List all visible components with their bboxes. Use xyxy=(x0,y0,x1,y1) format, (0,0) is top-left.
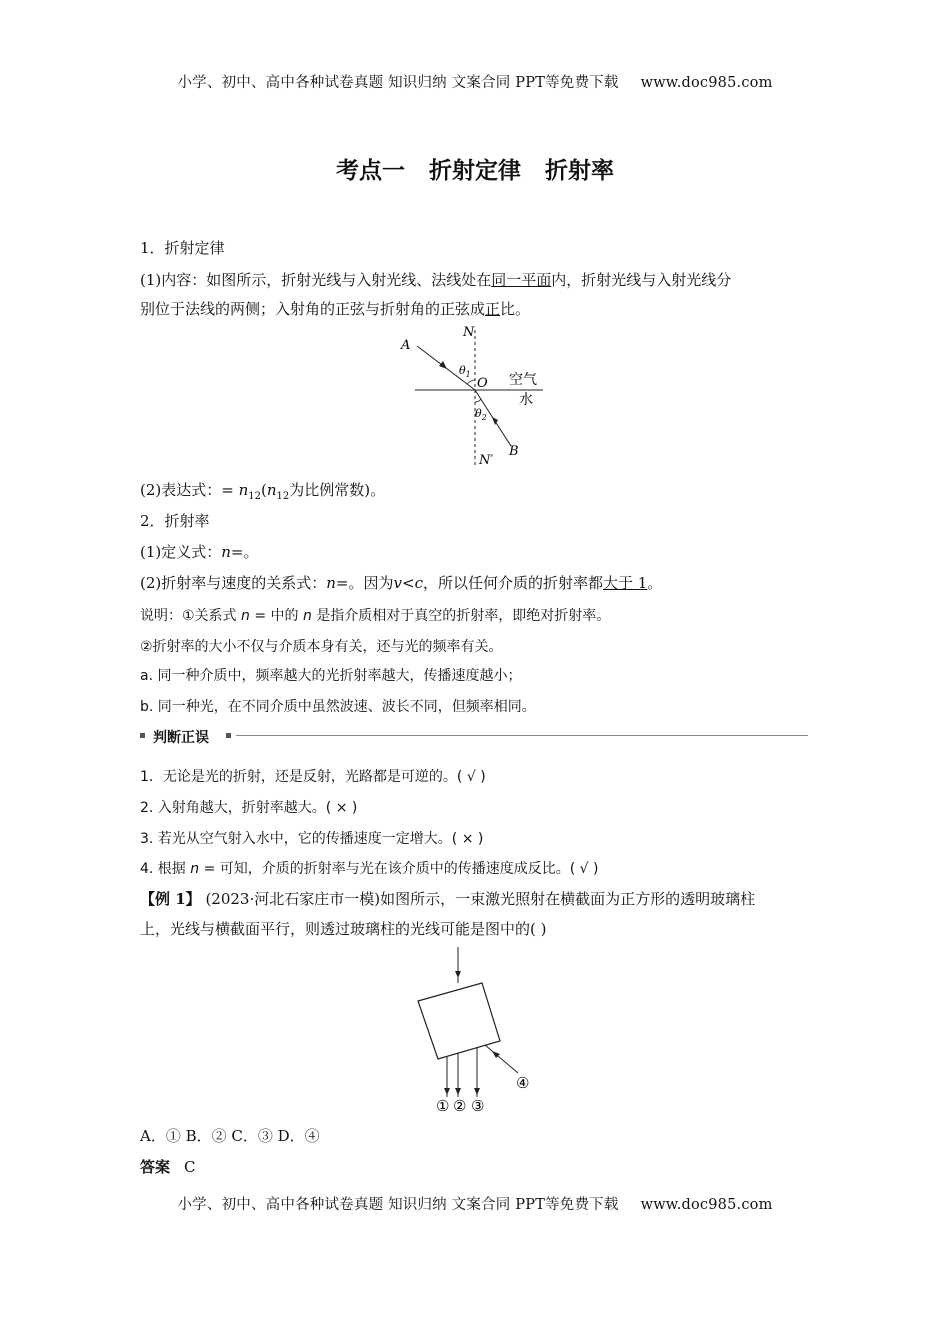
law-content-text: (1)内容：如图所示，折射光线与入射光线、法线处在 xyxy=(140,271,492,289)
title-part-3: 折射率 xyxy=(545,157,614,184)
expr-n-2: n xyxy=(266,481,277,499)
law-content-text-4: 比。 xyxy=(500,300,531,318)
page-footer xyxy=(0,1193,950,1214)
section-divider xyxy=(236,735,808,736)
note-line-2: ②折射率的大小不仅与介质本身有关，还与光的频率有关。 xyxy=(140,639,503,655)
rel-lt: < xyxy=(401,574,415,592)
title-part-1: 考点一 xyxy=(336,157,405,184)
law-heading: 1．折射定律 xyxy=(140,239,225,257)
ray-3-arrow xyxy=(474,1088,480,1095)
expr-paren: ( xyxy=(261,481,267,499)
def-label: (1)定义式： xyxy=(140,543,222,561)
index-definition xyxy=(140,541,259,562)
law-content-line-1 xyxy=(140,269,731,290)
label-circle-3: ③ xyxy=(471,1097,485,1115)
incoming-ray-arrow xyxy=(455,971,461,978)
header-url[interactable]: www.doc985.com xyxy=(640,75,773,91)
theta1-arc xyxy=(467,380,475,384)
law-content-line-2 xyxy=(140,298,530,319)
note-1-n: n xyxy=(241,608,250,624)
judge-item-3: 3. 若光从空气射入水中，它的传播速度一定增大。( × ) xyxy=(140,831,484,847)
def-n: n xyxy=(221,543,231,561)
note-line-b: b. 同一种光，在不同介质中虽然波速、波长不同，但频率相同。 xyxy=(140,699,536,715)
expr-eq: = xyxy=(221,481,239,499)
label-air: 空气 xyxy=(509,372,537,388)
section-marker-icon xyxy=(140,733,145,738)
judge-4-text: 4. 根据 xyxy=(140,861,191,877)
judge-section-label: 判断正误 xyxy=(153,730,209,746)
judge-4-n: n xyxy=(190,861,200,877)
ray-1-arrow xyxy=(444,1088,450,1095)
blank-answer-greater-than-one: 大于 1 xyxy=(602,574,648,592)
expr-n: n xyxy=(238,481,249,499)
glass-prism-diagram xyxy=(400,945,550,1115)
note-1-text-2: = 中的 xyxy=(249,608,303,624)
answer-value: C xyxy=(184,1158,196,1176)
label-O: O xyxy=(477,376,488,391)
note-line-1 xyxy=(140,605,610,625)
judge-item-2: 2. 入射角越大，折射率越大。( × ) xyxy=(140,800,358,816)
footer-url[interactable]: www.doc985.com xyxy=(640,1197,773,1213)
def-tail: =。 xyxy=(230,543,259,561)
rel-n: n xyxy=(326,574,336,592)
judge-4-text-2: = 可知，介质的折射率与光在该介质中的传播速度成反比。( √ ) xyxy=(199,861,599,877)
blank-answer-same-plane: 同一平面 xyxy=(491,271,552,289)
label-water: 水 xyxy=(519,392,533,408)
expr-sub-2: 12 xyxy=(276,491,290,502)
example-options: A．① B．② C．③ D．④ xyxy=(140,1127,320,1145)
expr-label: (2)表达式： xyxy=(140,481,222,499)
label-B: B xyxy=(509,444,519,459)
note-1-text-3: 是指介质相对于真空的折射率，即绝对折射率。 xyxy=(311,608,611,624)
label-circle-1: ① xyxy=(436,1097,450,1115)
label-circle-4: ④ xyxy=(516,1074,530,1092)
note-1-text: 说明：①关系式 xyxy=(140,608,242,624)
refraction-diagram xyxy=(395,322,555,472)
law-content-text-2: 内，折射光线与入射光线分 xyxy=(551,271,732,289)
example-text-1: (2023·河北石家庄市一模)如图所示，一束激光照射在横截面为正方形的透明玻璃柱 xyxy=(200,890,756,908)
label-N-prime: N′ xyxy=(479,453,494,468)
label-N: N xyxy=(463,325,475,340)
footer-text: 小学、初中、高中各种试卷真题 知识归纳 文案合同 PPT等免费下载 xyxy=(177,1197,619,1213)
example-line-1 xyxy=(140,888,755,909)
rel-text-2: ，所以任何介质的折射率都 xyxy=(422,574,603,592)
ray-4 xyxy=(485,1045,518,1073)
section-marker-icon-2 xyxy=(226,733,231,738)
law-expression xyxy=(140,479,385,502)
index-heading: 2．折射率 xyxy=(140,512,210,530)
label-circle-2: ② xyxy=(453,1097,467,1115)
rel-label: (2)折射率与速度的关系式： xyxy=(140,574,327,592)
example-tag: 【例 1】 xyxy=(140,890,201,908)
rel-c: c xyxy=(414,574,423,592)
example-line-2: 上，光线与横截面平行，则透过玻璃柱的光线可能是图中的( ) xyxy=(140,920,547,938)
ray-2-arrow xyxy=(455,1088,461,1095)
incident-arrow xyxy=(439,361,447,369)
theta2-arc xyxy=(475,399,481,402)
answer-label: 答案 xyxy=(140,1158,171,1176)
label-theta1: $\theta_1$ xyxy=(459,364,471,379)
title-part-2: 折射定律 xyxy=(429,157,521,184)
note-1-n-2: n xyxy=(302,608,312,624)
example-answer xyxy=(140,1156,196,1177)
blank-answer-positive: 正 xyxy=(485,300,501,318)
law-content-text-3: 别位于法线的两侧；入射角的正弦与折射角的正弦成 xyxy=(140,300,486,318)
page-title xyxy=(0,152,950,185)
note-line-a: a. 同一种介质中，频率越大的光折射率越大，传播速度越小； xyxy=(140,668,522,684)
header-text: 小学、初中、高中各种试卷真题 知识归纳 文案合同 PPT等免费下载 xyxy=(177,75,619,91)
page-header xyxy=(0,71,950,92)
expr-sub: 12 xyxy=(248,491,261,502)
label-theta2: $\theta_2$ xyxy=(475,407,487,422)
expr-tail: 为比例常数)。 xyxy=(289,481,386,499)
rel-end: 。 xyxy=(647,574,663,592)
label-A: A xyxy=(401,338,411,353)
judge-section-header xyxy=(140,727,808,745)
index-velocity-relation xyxy=(140,572,662,593)
rel-text: =。因为 xyxy=(335,574,394,592)
judge-item-4 xyxy=(140,858,599,878)
judge-item-1: 1．无论是光的折射，还是反射，光路都是可逆的。( √ ) xyxy=(140,769,486,785)
rel-v: v xyxy=(393,574,402,592)
